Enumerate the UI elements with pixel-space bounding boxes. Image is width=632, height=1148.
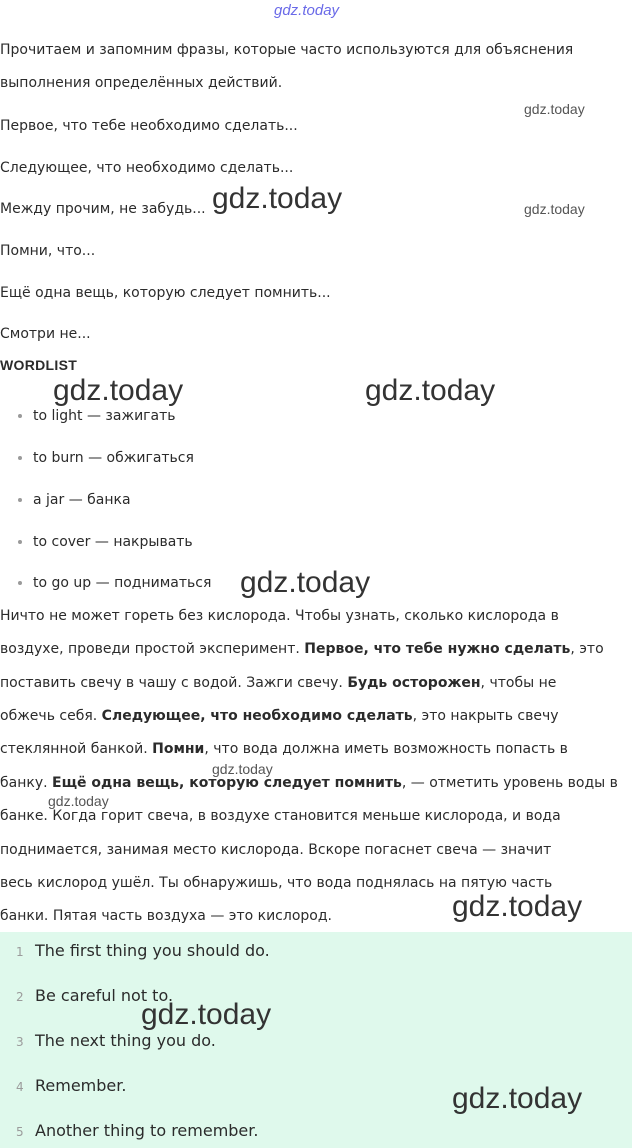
paragraph-line: банке. Когда горит свеча, в воздухе становится меньше кислорода, и вода [0,808,561,824]
watermark: gdz.today [48,793,109,809]
answer-item: 2 Be careful not to. [16,986,174,1005]
paragraph-line: банку. Ещё одна вещь, которую следует помнить, — отметить уровень воды в [0,775,618,791]
intro-line: Прочитаем и запомним фразы, которые часто используются для объяснения [0,42,574,58]
bullet-icon [18,414,22,418]
phrase: Следующее, что необходимо сделать... [0,160,294,176]
bullet-icon [18,498,22,502]
wordlist-item: to cover — накрывать [18,534,193,550]
bullet-icon [18,581,22,585]
watermark: gdz.today [452,1082,583,1115]
watermark: gdz.today [212,761,273,777]
phrase: Ещё одна вещь, которую следует помнить... [0,285,331,301]
watermark: gdz.today [53,374,184,407]
watermark: gdz.today [524,201,585,217]
paragraph-line: воздухе, проведи простой эксперимент. Первое, что тебе нужно сделать, это [0,641,604,657]
wordlist-item: to burn — обжигаться [18,450,194,466]
wordlist-item: to light — зажигать [18,408,176,424]
watermark: gdz.today [141,998,272,1031]
bullet-icon [18,540,22,544]
answer-item: 4 Remember. [16,1076,127,1095]
paragraph-line: поставить свечу в чашу с водой. Зажги свечу. Будь осторожен, чтобы не [0,675,557,691]
paragraph-line: банки. Пятая часть воздуха — это кислород. [0,908,332,924]
watermark: gdz.today [240,566,371,599]
paragraph-line: поднимается, занимая место кислорода. Вскоре погаснет свеча — значит [0,842,552,858]
watermark: gdz.today [452,890,583,923]
answer-item: 3 The next thing you do. [16,1031,216,1050]
paragraph-line: Ничто не может гореть без кислорода. Чтобы узнать, сколько кислорода в [0,608,559,624]
intro-line: выполнения определённых действий. [0,75,283,91]
wordlist-heading: WORDLIST [0,357,78,373]
phrase: Помни, что... [0,243,96,259]
phrase: Первое, что тебе необходимо сделать... [0,118,298,134]
wordlist-item: a jar — банка [18,492,131,508]
phrase: Между прочим, не забудь... [0,201,206,217]
bullet-icon [18,456,22,460]
wordlist-item: to go up — подниматься [18,575,211,591]
answer-item: 5 Another thing to remember. [16,1121,259,1140]
watermark: gdz.today [524,101,585,117]
phrase: Смотри не... [0,326,91,342]
answer-item: 1 The first thing you should do. [16,941,270,960]
watermark: gdz.today [365,374,496,407]
paragraph-line: обжечь себя. Следующее, что необходимо сделать, это накрыть свечу [0,708,559,724]
watermark: gdz.today [212,182,343,215]
watermark: gdz.today [274,2,340,19]
paragraph-line: стеклянной банкой. Помни, что вода должна иметь возможность попасть в [0,741,568,757]
paragraph-line: весь кислород ушёл. Ты обнаружишь, что вода поднялась на пятую часть [0,875,553,891]
